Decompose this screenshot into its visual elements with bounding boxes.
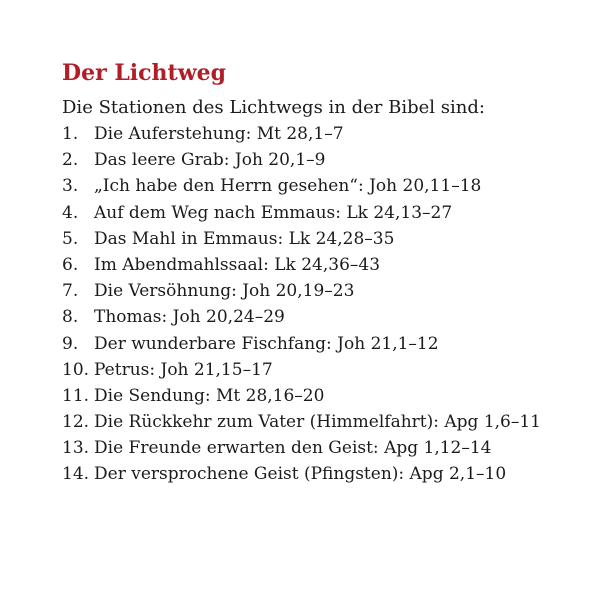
intro-text: Die Stationen des Lichtwegs in der Bibel sind: <box>62 97 485 118</box>
item-text: Im Abendmahlssaal: Lk 24,36–43 <box>94 254 381 275</box>
item-text: Das Mahl in Emmaus: Lk 24,28–35 <box>94 228 395 249</box>
item-text: Die Sendung: Mt 28,16–20 <box>94 385 325 406</box>
list-item <box>62 278 541 304</box>
item-number: 5. <box>62 228 79 249</box>
list-item <box>62 200 541 226</box>
list-item <box>62 121 541 147</box>
item-number: 2. <box>62 150 79 171</box>
item-number: 8. <box>62 307 79 328</box>
list-item <box>62 226 541 252</box>
item-text: Die Versöhnung: Joh 20,19–23 <box>94 281 355 302</box>
list-item <box>62 173 541 199</box>
stations-list <box>62 121 541 488</box>
item-number: 6. <box>62 254 79 275</box>
item-number: 7. <box>62 281 79 302</box>
item-number: 4. <box>62 202 79 223</box>
item-number: 14. <box>62 464 90 485</box>
item-number: 10. <box>62 359 90 380</box>
item-number: 9. <box>62 333 79 354</box>
item-number: 13. <box>62 438 90 459</box>
list-item <box>62 435 541 461</box>
section-heading: Der Lichtweg <box>62 60 227 86</box>
item-text: Das leere Grab: Joh 20,1–9 <box>94 150 326 171</box>
item-number: 3. <box>62 176 79 197</box>
item-text: Die Freunde erwarten den Geist: Apg 1,12–14 <box>94 438 492 459</box>
list-item <box>62 252 541 278</box>
list-item <box>62 147 541 173</box>
list-item <box>62 409 541 435</box>
item-number: 11. <box>62 385 90 406</box>
list-item <box>62 357 541 383</box>
item-text: Die Rückkehr zum Vater (Himmelfahrt): Apg 1,6–11 <box>94 412 541 433</box>
item-number: 12. <box>62 412 90 433</box>
list-item <box>62 304 541 330</box>
item-number: 1. <box>62 124 79 144</box>
item-text: „Ich habe den Herrn gesehen“: Joh 20,11–18 <box>94 176 482 197</box>
item-text: Petrus: Joh 21,15–17 <box>94 359 273 380</box>
list-item <box>62 331 541 357</box>
item-text: Auf dem Weg nach Emmaus: Lk 24,13–27 <box>94 202 453 223</box>
item-text: Der versprochene Geist (Pfingsten): Apg 2,1–10 <box>94 464 507 485</box>
list-item <box>62 383 541 409</box>
item-text: Thomas: Joh 20,24–29 <box>94 307 285 328</box>
item-text: Die Auferstehung: Mt 28,1–7 <box>94 124 344 144</box>
list-item <box>62 461 541 487</box>
item-text: Der wunderbare Fischfang: Joh 21,1–12 <box>94 333 439 354</box>
